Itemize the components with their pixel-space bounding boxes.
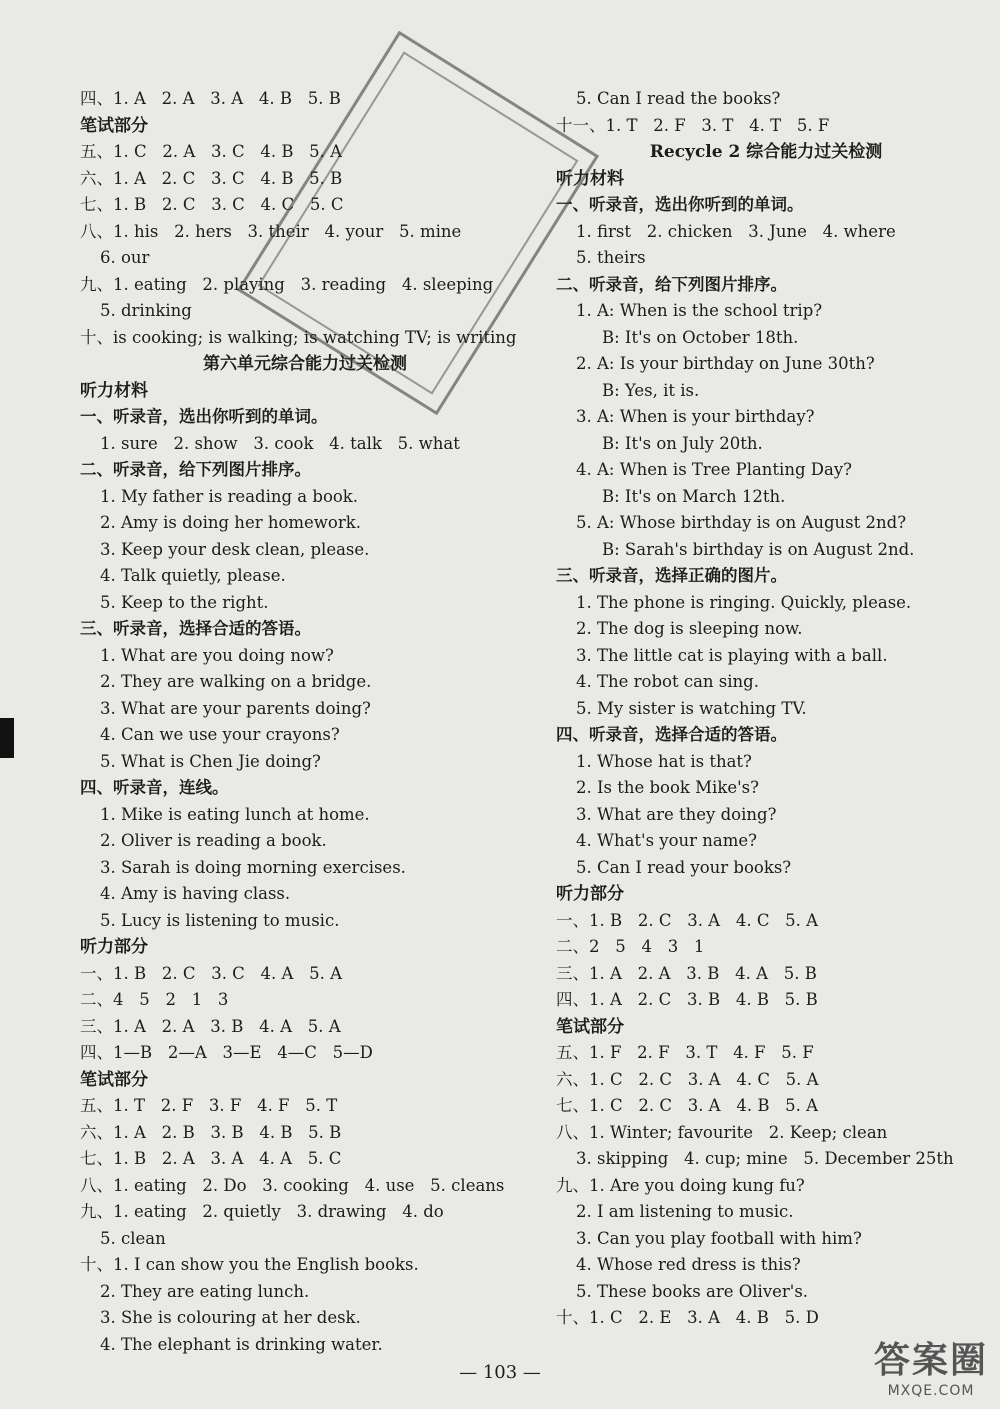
answer-line: 5. A: Whose birthday is on August 2nd? (576, 513, 907, 532)
section-heading: 一、听录音，选出你听到的单词。 (556, 195, 804, 214)
section-heading: 笔试部分 (80, 1069, 148, 1090)
answer-line: 3. What are your parents doing? (100, 698, 371, 718)
answer-line: 十、1. C 2. E 3. A 4. B 5. D (556, 1308, 819, 1327)
page-number: — 103 — (459, 1362, 541, 1383)
section-heading: 三、听录音，选择合适的答语。 (80, 619, 311, 638)
answer-line: 十、is cooking; is walking; is watching TV; is writing (80, 327, 517, 347)
section-heading: 四、听录音，连线。 (80, 778, 229, 797)
section-heading: 二、听录音，给下列图片排序。 (80, 460, 311, 479)
answer-line: 七、1. C 2. C 3. A 4. B 5. A (556, 1096, 819, 1115)
answer-line: 5. My sister is watching TV. (576, 698, 807, 718)
answer-line: 四、1. A 2. C 3. B 4. B 5. B (556, 990, 818, 1009)
answer-line: 2. They are walking on a bridge. (100, 672, 372, 691)
answer-line: 一、1. B 2. C 3. A 4. C 5. A (556, 910, 819, 930)
section-heading: 四、听录音，选择合适的答语。 (556, 725, 787, 744)
answer-line: 3. The little cat is playing with a ball. (576, 645, 888, 665)
answer-line: 3. skipping 4. cup; mine 5. December 25th (576, 1149, 954, 1168)
answer-line: 十一、1. T 2. F 3. T 4. T 5. F (556, 115, 830, 135)
answer-line: 二、2 5 4 3 1 (556, 937, 705, 956)
answer-line: 3. Can you play football with him? (576, 1228, 862, 1248)
section-heading: 笔试部分 (80, 115, 148, 136)
answer-line: 5. Can I read the books? (576, 89, 781, 108)
answer-line: 九、1. eating 2. playing 3. reading 4. sleeping (80, 274, 494, 294)
answer-line: 5. Can I read your books? (576, 857, 792, 877)
answer-line: 4. Can we use your crayons? (100, 725, 340, 744)
answer-line: 2. They are eating lunch. (100, 1281, 310, 1301)
answer-line: 3. She is colouring at her desk. (100, 1308, 361, 1327)
section-heading: 听力部分 (556, 884, 624, 904)
answer-line: 2. The dog is sleeping now. (576, 619, 803, 638)
answer-line: B: Sarah's birthday is on August 2nd. (602, 539, 915, 559)
answer-line: 五、1. F 2. F 3. T 4. F 5. F (556, 1043, 814, 1062)
answer-line: 3. What are they doing? (576, 804, 777, 824)
answer-line: 八、1. Winter; favourite 2. Keep; clean (556, 1122, 888, 1142)
answer-line: 4. Amy is having class. (100, 884, 291, 903)
answer-line: 6. our (100, 248, 150, 267)
section-heading: 听力材料 (556, 168, 624, 189)
answer-line: 2. I am listening to music. (576, 1202, 794, 1221)
answer-line: 4. A: When is Tree Planting Day? (576, 460, 853, 479)
answer-line: 六、1. A 2. B 3. B 4. B 5. B (80, 1122, 342, 1142)
answer-line: 5. These books are Oliver's. (576, 1281, 809, 1301)
answer-line: 5. What is Chen Jie doing? (100, 751, 321, 771)
answer-line: 3. Sarah is doing morning exercises. (100, 857, 406, 877)
answer-line: 七、1. B 2. A 3. A 4. A 5. C (80, 1149, 342, 1168)
answer-line: 六、1. C 2. C 3. A 4. C 5. A (556, 1069, 819, 1089)
answer-line: 5. Keep to the right. (100, 592, 269, 612)
answer-line: 九、1. Are you doing kung fu? (556, 1175, 805, 1195)
left-column (80, 86, 530, 1358)
answer-line: 一、1. B 2. C 3. C 4. A 5. A (80, 963, 343, 983)
right-column (556, 86, 976, 1332)
answer-line: 八、1. eating 2. Do 3. cooking 4. use 5. cleans (80, 1175, 505, 1195)
answer-line: 2. Amy is doing her homework. (100, 513, 361, 532)
answer-line: 4. The elephant is drinking water. (100, 1334, 383, 1354)
answer-line: 八、1. his 2. hers 3. their 4. your 5. mine (80, 221, 462, 241)
answer-line: 十、1. I can show you the English books. (80, 1255, 419, 1274)
answer-line: 4. What's your name? (576, 831, 758, 850)
answer-line: 5. clean (100, 1228, 166, 1248)
answer-line: B: It's on March 12th. (602, 486, 786, 506)
answer-line: 五、1. C 2. A 3. C 4. B 5. A (80, 142, 343, 161)
answer-line: 四、1—B 2—A 3—E 4—C 5—D (80, 1043, 373, 1062)
section-heading: 二、听录音，给下列图片排序。 (556, 274, 787, 294)
section-heading: 听力材料 (80, 380, 148, 401)
binder-mark (0, 718, 14, 758)
answer-line: 1. My father is reading a book. (100, 486, 359, 506)
answer-line: 5. Lucy is listening to music. (100, 910, 340, 930)
answer-line: 1. The phone is ringing. Quickly, please. (576, 592, 912, 612)
answer-line: 三、1. A 2. A 3. B 4. A 5. B (556, 963, 817, 983)
answer-line: 七、1. B 2. C 3. C 4. C 5. C (80, 195, 344, 214)
answer-line: 1. sure 2. show 3. cook 4. talk 5. what (100, 433, 460, 453)
answer-line: 六、1. A 2. C 3. C 4. B 5. B (80, 168, 343, 188)
answer-line: 4. Whose red dress is this? (576, 1255, 801, 1274)
answer-line: B: It's on July 20th. (602, 433, 763, 453)
section-title: 第六单元综合能力过关检测 (203, 354, 407, 374)
section-heading: 一、听录音，选出你听到的单词。 (80, 407, 328, 426)
answer-line: 1. Whose hat is that? (576, 751, 752, 771)
answer-line: 四、1. A 2. A 3. A 4. B 5. B (80, 89, 341, 108)
answer-line: B: Yes, it is. (602, 380, 700, 400)
answer-line: 2. Oliver is reading a book. (100, 831, 327, 850)
site-watermark (874, 1332, 988, 1399)
section-title: Recycle 2 综合能力过关检测 (649, 142, 883, 162)
answer-line: 2. A: Is your birthday on June 30th? (576, 354, 875, 373)
watermark-url: MXQE.COM (887, 1383, 975, 1399)
answer-line: 1. What are you doing now? (100, 645, 334, 665)
answer-line: 2. Is the book Mike's? (576, 778, 759, 797)
answer-line: 4. Talk quietly, please. (100, 566, 286, 585)
answer-line: 1. first 2. chicken 3. June 4. where (576, 221, 896, 241)
section-heading: 笔试部分 (556, 1016, 624, 1037)
answer-line: 1. Mike is eating lunch at home. (100, 804, 370, 824)
answer-line: 3. A: When is your birthday? (576, 407, 815, 426)
answer-line: B: It's on October 18th. (602, 327, 799, 347)
answer-line: 二、4 5 2 1 3 (80, 990, 229, 1009)
answer-line: 1. A: When is the school trip? (576, 301, 823, 320)
answer-line: 5. theirs (576, 248, 646, 267)
answer-line: 九、1. eating 2. quietly 3. drawing 4. do (80, 1202, 444, 1221)
watermark-logo: 答案圈 (873, 1340, 988, 1381)
section-heading: 三、听录音，选择正确的图片。 (556, 566, 787, 585)
answer-line: 五、1. T 2. F 3. F 4. F 5. T (80, 1096, 338, 1115)
section-heading: 听力部分 (80, 937, 148, 957)
answer-line: 5. drinking (100, 301, 192, 320)
answer-line: 4. The robot can sing. (576, 672, 759, 691)
answer-line: 三、1. A 2. A 3. B 4. A 5. A (80, 1016, 341, 1036)
answer-line: 3. Keep your desk clean, please. (100, 539, 370, 559)
